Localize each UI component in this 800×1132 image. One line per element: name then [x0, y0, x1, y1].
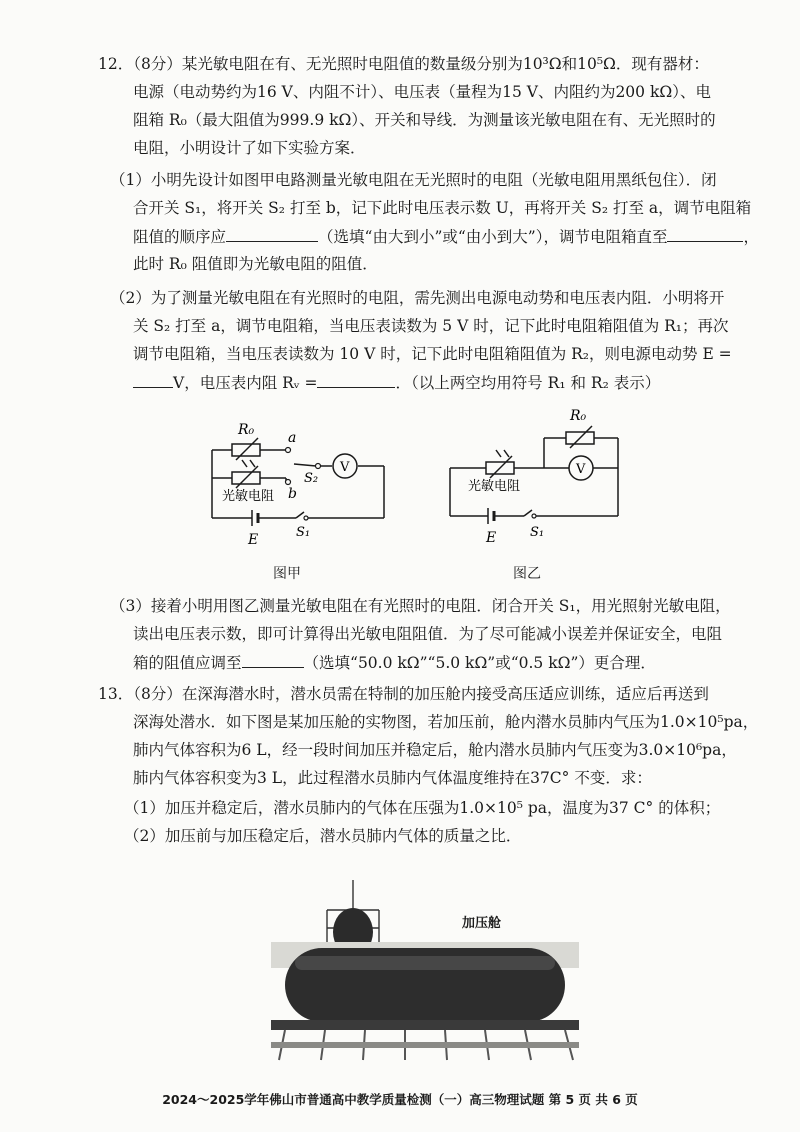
q12-line-4: 电阻，小明设计了如下实验方案． — [133, 139, 366, 157]
q12-part3-text-b: （选填“50.0 kΩ”“5.0 kΩ”或“0.5 kΩ”）更合理． — [303, 654, 656, 672]
answer-blank-resistance[interactable] — [242, 652, 304, 668]
q12-part1-text-b: （选填“由大到小”或“由小到大”），调节电阻箱直至 — [318, 228, 668, 246]
label-a: a — [288, 430, 297, 446]
page-footer: 2024～2025学年佛山市普通高中教学质量检测（一）高三物理试题 第 5 页 共 6 页 — [162, 1092, 638, 1107]
q12-part3-line-3 — [133, 652, 656, 673]
label-photoresistor: 光敏电阻 — [468, 479, 521, 494]
answer-blank-adjust[interactable] — [667, 226, 743, 242]
label-b: b — [288, 486, 297, 502]
label-e: E — [486, 530, 497, 546]
q12-part1-text-c: ， — [743, 228, 759, 246]
q12-line-3: 阻箱 R₀（最大阻值为999.9 kΩ）、开关和导线．为测量该光敏电阻在有、无光照时的 — [133, 111, 716, 129]
pressure-chamber-label: 加压舱 — [462, 916, 502, 931]
q13-line-1: 13．（8分）在深海潜水时，潜水员需在特制的加压舱内接受高压适应训练，适应后再送到 — [98, 685, 709, 703]
answer-blank-rv[interactable] — [317, 372, 395, 388]
q12-part2-line-3: 调节电阻箱，当电压表读数为 10 V 时，记下此时电阻箱阻值为 R₂，则电源电动势 E = — [133, 345, 732, 363]
q13-sub-1: （1）加压并稳定后，潜水员肺内的气体在压强为1.0×10⁵ pa，温度为37 C° 的体积； — [124, 799, 721, 817]
label-r0: R₀ — [570, 408, 587, 424]
q12-part2-text-b: ．（以上两空均用符号 R₁ 和 R₂ 表示） — [395, 374, 661, 392]
label-r0: R₀ — [238, 422, 255, 438]
q13-sub-2: （2）加压前与加压稳定后，潜水员肺内气体的质量之比． — [124, 827, 522, 845]
q12-part2-line-2: 关 S₂ 打至 a，调节电阻箱，当电压表读数为 5 V 时，记下此时电阻箱阻值为 R₁；再次 — [133, 317, 729, 335]
circuit-diagram-jia — [200, 410, 400, 560]
label-v: V — [576, 462, 586, 477]
q13-line-4: 肺内气体容积变为3 L，此过程潜水员肺内气体温度维持在37C° 不变．求： — [133, 769, 652, 787]
q12-part3-text-a: 箱的阻值应调至 — [133, 654, 242, 672]
q13-line-2: 深海处潜水．如下图是某加压舱的实物图，若加压前，舱内潜水员肺内气压为1.0×10⁵pa， — [133, 713, 759, 731]
label-s1: S₁ — [530, 525, 545, 540]
q12-part2-line-4 — [133, 372, 660, 393]
label-s1: S₁ — [296, 525, 311, 540]
answer-blank-order[interactable] — [226, 226, 318, 242]
q12-line-2: 电源（电动势约为16 V、内阻不计）、电压表（量程为15 V、内阻约为200 kΩ）、电 — [133, 83, 711, 101]
q12-part3-line-1: （3）接着小明用图乙测量光敏电阻在有光照时的电阻．闭合开关 S₁，用光照射光敏电阻， — [110, 597, 731, 615]
q12-part2-line-1: （2）为了测量光敏电阻在有光照时的电阻，需先测出电源电动势和电压表内阻．小明将开 — [110, 289, 725, 307]
q12-part3-line-2: 读出电压表示数，即可计算得出光敏电阻阻值．为了尽可能减小误差并保证安全，电阻 — [133, 625, 723, 643]
label-s2: S₂ — [304, 471, 319, 486]
q12-part1-line-3 — [133, 226, 759, 247]
q13-line-3: 肺内气体容积为6 L，经一段时间加压并稳定后，舱内潜水员肺内气压变为3.0×10⁶pa， — [133, 741, 737, 759]
label-photoresistor: 光敏电阻 — [222, 489, 275, 504]
figure-caption-jia: 图甲 — [273, 566, 301, 582]
figure-caption-yi: 图乙 — [513, 566, 541, 582]
q12-part2-text-a: V，电压表内阻 Rᵥ = — [173, 374, 318, 392]
pressure-chamber-photo — [265, 870, 585, 1070]
label-e: E — [248, 532, 259, 548]
circuit-diagram-yi — [440, 400, 640, 560]
answer-blank-emf[interactable] — [133, 372, 173, 388]
q12-part1-line-4: 此时 R₀ 阻值即为光敏电阻的阻值． — [133, 255, 378, 273]
q12-part1-line-1: （1）小明先设计如图甲电路测量光敏电阻在无光照时的电阻（光敏电阻用黑纸包住）．闭 — [110, 171, 717, 189]
label-v: V — [340, 460, 350, 475]
q12-part1-text-a: 阻值的顺序应 — [133, 228, 227, 246]
q12-part1-line-2: 合开关 S₁，将开关 S₂ 打至 b，记下此时电压表示数 U，再将开关 S₂ 打至 a，调节电阻箱 — [133, 199, 752, 217]
q12-line-1: 12．（8分）某光敏电阻在有、无光照时电阻值的数量级分别为10³Ω和10⁵Ω．现有器材： — [98, 55, 709, 73]
